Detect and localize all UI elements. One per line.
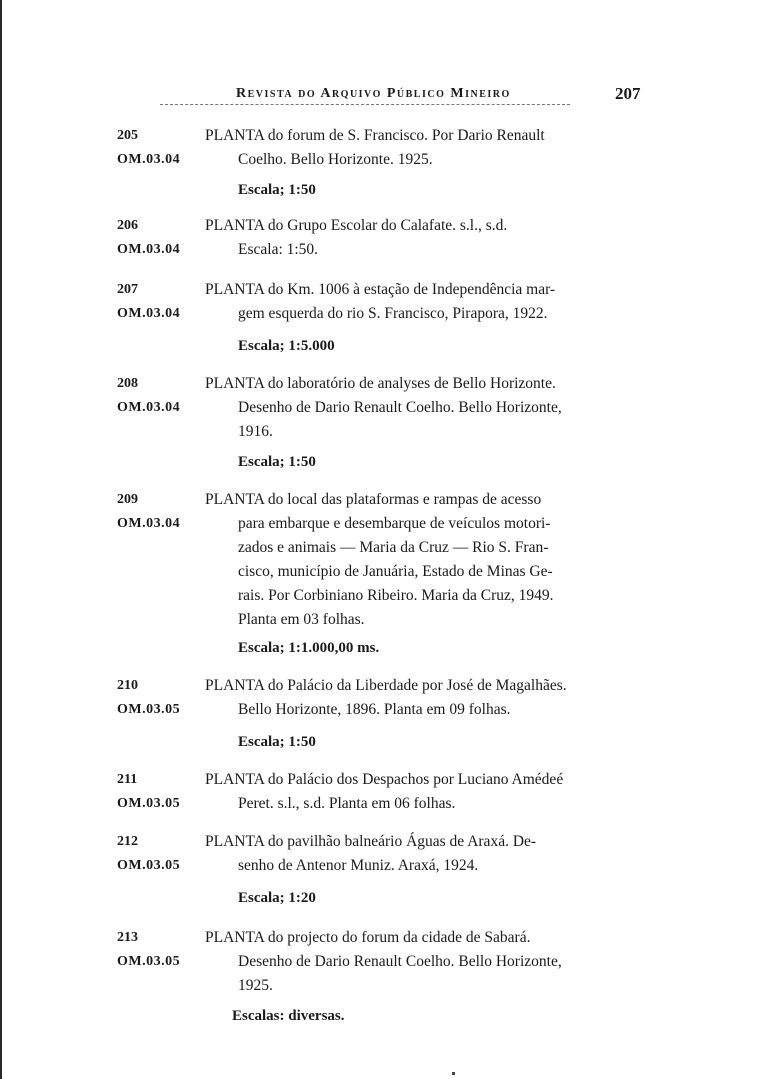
entry-number: 205 (117, 128, 138, 143)
entry-description (205, 372, 655, 444)
description-line: PLANTA do pavilhão balneário Águas de Araxá. De- (205, 833, 537, 850)
entry-code: OM.03.04 (117, 152, 181, 167)
description-line: Bello Horizonte, 1896. Planta em 09 folhas. (238, 701, 511, 718)
description-line: Desenho de Dario Renault Coelho. Bello Horizonte, (238, 399, 562, 416)
description-line: para embarque e desembarque de veículos motori- (238, 515, 551, 532)
description-line: PLANTA do laboratório de analyses de Bello Horizonte. (205, 375, 556, 392)
description-line: 1925. (238, 977, 273, 994)
description-line: Escala: 1:50. (238, 241, 319, 258)
entry-code: OM.03.05 (117, 954, 181, 969)
entry-scale: Escala; 1:20 (238, 890, 316, 906)
entry-description (205, 830, 655, 878)
description-line: PLANTA do Grupo Escolar do Calafate. s.l., s.d. (205, 217, 508, 234)
description-line: Planta em 03 folhas. (238, 611, 365, 628)
entry-number: 212 (117, 834, 138, 849)
page-number: 207 (615, 84, 641, 103)
description-line: PLANTA do forum de S. Francisco. Por Dario Renault (205, 127, 545, 144)
entry-description (205, 926, 655, 998)
description-line: Desenho de Dario Renault Coelho. Bello Horizonte, (238, 953, 562, 970)
description-line: gem esquerda do rio S. Francisco, Pirapora, 1922. (238, 305, 548, 322)
description-line: PLANTA do local das plataformas e rampas de acesso (205, 491, 542, 508)
entry-code: OM.03.05 (117, 796, 181, 811)
entry-description (205, 214, 655, 262)
description-line: PLANTA do Palácio dos Despachos por Luciano Amédeé (205, 771, 564, 788)
header-rule (160, 104, 570, 105)
entry-code: OM.03.04 (117, 516, 181, 531)
description-line: PLANTA do Km. 1006 à estação de Independência mar- (205, 281, 556, 298)
entry-description (205, 674, 655, 722)
description-line: 1916. (238, 423, 273, 440)
entry-scale: Escala; 1:50 (238, 182, 316, 198)
entry-number: 209 (117, 492, 138, 507)
entry-number: 206 (117, 218, 138, 233)
description-line: cisco, município de Januária, Estado de Minas Ge- (238, 563, 553, 580)
entry-number: 211 (117, 772, 138, 787)
entry-scale: Escala; 1:50 (238, 734, 316, 750)
entry-number: 213 (117, 930, 138, 945)
description-line: Coelho. Bello Horizonte. 1925. (238, 151, 433, 168)
entry-description (205, 768, 655, 816)
entry-scale: Escala; 1:1.000,00 ms. (238, 640, 380, 656)
footer-mark (452, 1072, 455, 1075)
description-line: zados e animais — Maria da Cruz — Rio S. Fran- (238, 539, 549, 556)
entry-description (205, 124, 655, 172)
entry-code: OM.03.04 (117, 400, 181, 415)
entry-description (205, 278, 655, 326)
entry-scale: Escalas: diversas. (232, 1008, 345, 1024)
description-line: PLANTA do Palácio da Liberdade por José de Magalhães. (205, 677, 567, 694)
description-line: Peret. s.l., s.d. Planta em 06 folhas. (238, 795, 456, 812)
description-line: senho de Antenor Muniz. Araxá, 1924. (238, 857, 479, 874)
page-header (160, 86, 660, 116)
entry-code: OM.03.05 (117, 702, 181, 717)
entry-code: OM.03.05 (117, 858, 181, 873)
entry-scale: Escala; 1:5.000 (238, 338, 335, 354)
entry-number: 207 (117, 282, 138, 297)
page-edge-line (0, 0, 2, 1079)
running-title: Revista do Arquivo Público Mineiro (236, 86, 511, 101)
entry-description (205, 488, 655, 632)
entry-code: OM.03.04 (117, 306, 181, 321)
entry-number: 208 (117, 376, 138, 391)
description-line: rais. Por Corbiniano Ribeiro. Maria da Cruz, 1949. (238, 587, 554, 604)
entry-scale: Escala; 1:50 (238, 454, 316, 470)
entry-number: 210 (117, 678, 138, 693)
entry-code: OM.03.04 (117, 242, 181, 257)
description-line: PLANTA do projecto do forum da cidade de Sabará. (205, 929, 531, 946)
